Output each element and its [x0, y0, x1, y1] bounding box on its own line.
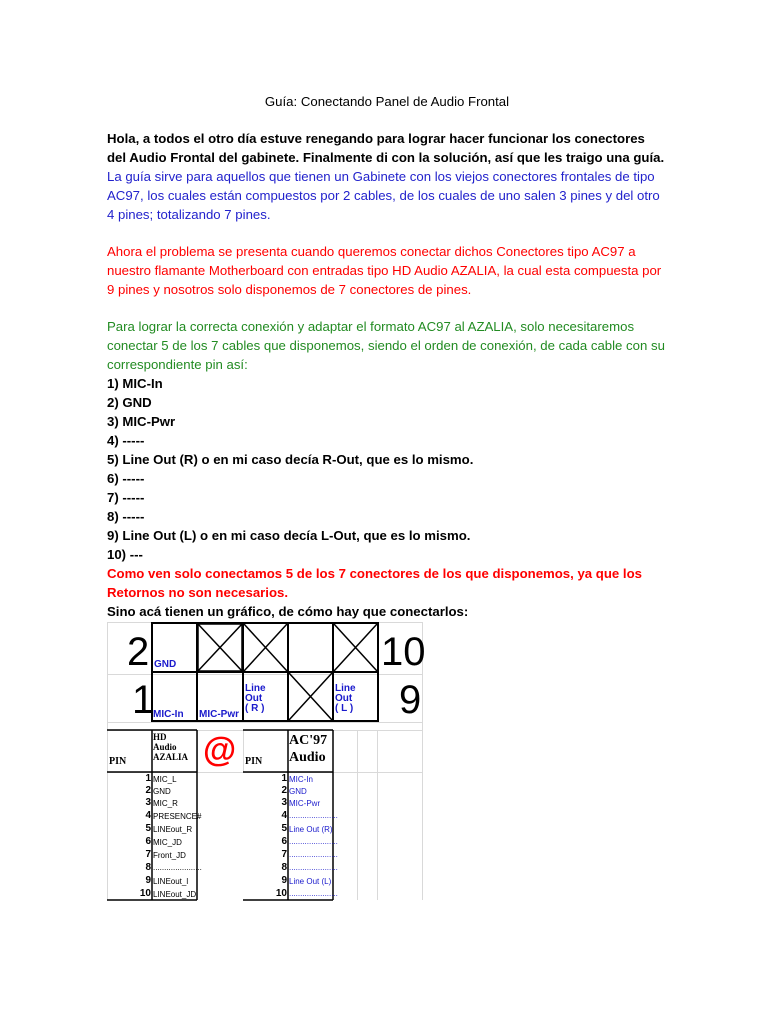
connection-diagram [107, 622, 426, 900]
table-row: ...................... [289, 863, 338, 872]
table-row: 2 [281, 785, 287, 796]
solution-paragraph: Para lograr la correcta conexión y adaptar el formato AC97 al AZALIA, solo necesitaremos conectar 5 de los 7 cables que disponemos, siendo el orden de conexión, de cada cable con su correspondiente pin así: [107, 319, 665, 372]
hd-audio-header: HD Audio AZALIA [153, 732, 189, 762]
table-row: 1 [281, 773, 287, 784]
table-row: ...................... [289, 889, 338, 898]
table-row: MIC_JD [153, 838, 182, 847]
pin-number-2: 2 [127, 630, 150, 674]
list-item: 9) Line Out (L) o en mi caso decía L-Out, que es lo mismo. [107, 528, 471, 543]
pin-header-hd: PIN [109, 756, 127, 767]
table-row: 7 [281, 849, 287, 860]
table-row: 9 [281, 875, 287, 886]
intro-paragraph: Hola, a todos el otro día estuve renegando para lograr hacer funcionar los conectores del Audio Frontal del gabinete. Finalmente di con la solución, así que les traigo una guía. [107, 131, 665, 165]
document-body [107, 92, 667, 621]
ac97-audio-header: AC'97 Audio [289, 733, 328, 765]
table-row: 10 [139, 888, 151, 899]
list-item: 5) Line Out (R) o en mi caso decía R-Out, que es lo mismo. [107, 452, 474, 467]
table-row: MIC-Pwr [289, 799, 321, 808]
table-row: MIC_R [153, 799, 178, 808]
table-row: ...................... [289, 837, 338, 846]
list-item: 1) MIC-In [107, 376, 163, 391]
pin-list [107, 374, 667, 564]
table-row: 8 [145, 862, 151, 873]
mic-pwr-label: MIC-Pwr [199, 709, 239, 720]
table-row: LINEout_R [153, 825, 193, 834]
table-row: 6 [145, 836, 151, 847]
pin-number-1: 1 [132, 678, 155, 722]
table-row: LINEout_l [153, 877, 189, 886]
document-title: Guía: Conectando Panel de Audio Frontal [264, 94, 510, 109]
table-row: PRESENCE# [153, 812, 202, 821]
intro-blue-paragraph: La guía sirve para aquellos que tienen un Gabinete con los viejos conectores frontales de tipo AC97, los cuales están compuestos por 2 cables, de los cuales de uno salen 3 pines y del otro 4 pines; totalizando 7 pines. [107, 169, 660, 222]
graph-intro: Sino acá tienen un gráfico, de cómo hay que conectarlos: [107, 604, 469, 619]
table-row: Line Out (R) [289, 825, 333, 834]
list-item: 6) ----- [107, 471, 145, 486]
table-row: MIC-In [289, 775, 313, 784]
list-item: 3) MIC-Pwr [107, 414, 176, 429]
table-row: 4 [281, 810, 287, 821]
table-row: MIC_L [153, 775, 177, 784]
table-row: Line Out (L) [289, 877, 332, 886]
table-row: 3 [281, 797, 287, 808]
table-row: 10 [275, 888, 287, 899]
table-row: Front_JD [153, 851, 186, 860]
pin-number-9: 9 [399, 678, 422, 722]
pin-number-10: 10 [381, 630, 426, 674]
line-out-r-label: Line Out ( R ) [245, 683, 266, 714]
table-row: 9 [145, 875, 151, 886]
note-paragraph: Como ven solo conectamos 5 de los 7 conectores de los que disponemos, ya que los Retornos no son necesarios. [107, 566, 642, 600]
table-row: 5 [281, 823, 287, 834]
line-out-l-label: Line Out ( L ) [335, 683, 356, 714]
list-item: 4) ----- [107, 433, 145, 448]
table-row: ...................... [289, 811, 338, 820]
table-row: LINEout_JD [153, 890, 197, 899]
table-row: ...................... [153, 863, 202, 872]
table-row: GND [289, 787, 307, 796]
table-row: 4 [145, 810, 151, 821]
table-row: ...................... [289, 850, 338, 859]
problem-paragraph: Ahora el problema se presenta cuando queremos conectar dichos Conectores tipo AC97 a nuestro flamante Motherboard con entradas tipo HD Audio AZALIA, la cual esta compuesta por 9 pines y nosotros solo disponemos de 7 conectores de pines. [107, 244, 662, 297]
table-row: 7 [145, 849, 151, 860]
table-row: 5 [145, 823, 151, 834]
table-row: GND [153, 787, 171, 796]
list-item: 7) ----- [107, 490, 145, 505]
list-item: 8) ----- [107, 509, 145, 524]
table-row: 6 [281, 836, 287, 847]
list-item: 10) --- [107, 547, 143, 562]
pin-header-ac97: PIN [245, 756, 263, 767]
gnd-label: GND [154, 659, 177, 670]
at-symbol: @ [203, 731, 237, 769]
table-row: 2 [145, 785, 151, 796]
table-row: 3 [145, 797, 151, 808]
mic-in-label: MIC-In [153, 709, 184, 720]
list-item: 2) GND [107, 395, 152, 410]
table-row: 8 [281, 862, 287, 873]
table-row: 1 [145, 773, 151, 784]
